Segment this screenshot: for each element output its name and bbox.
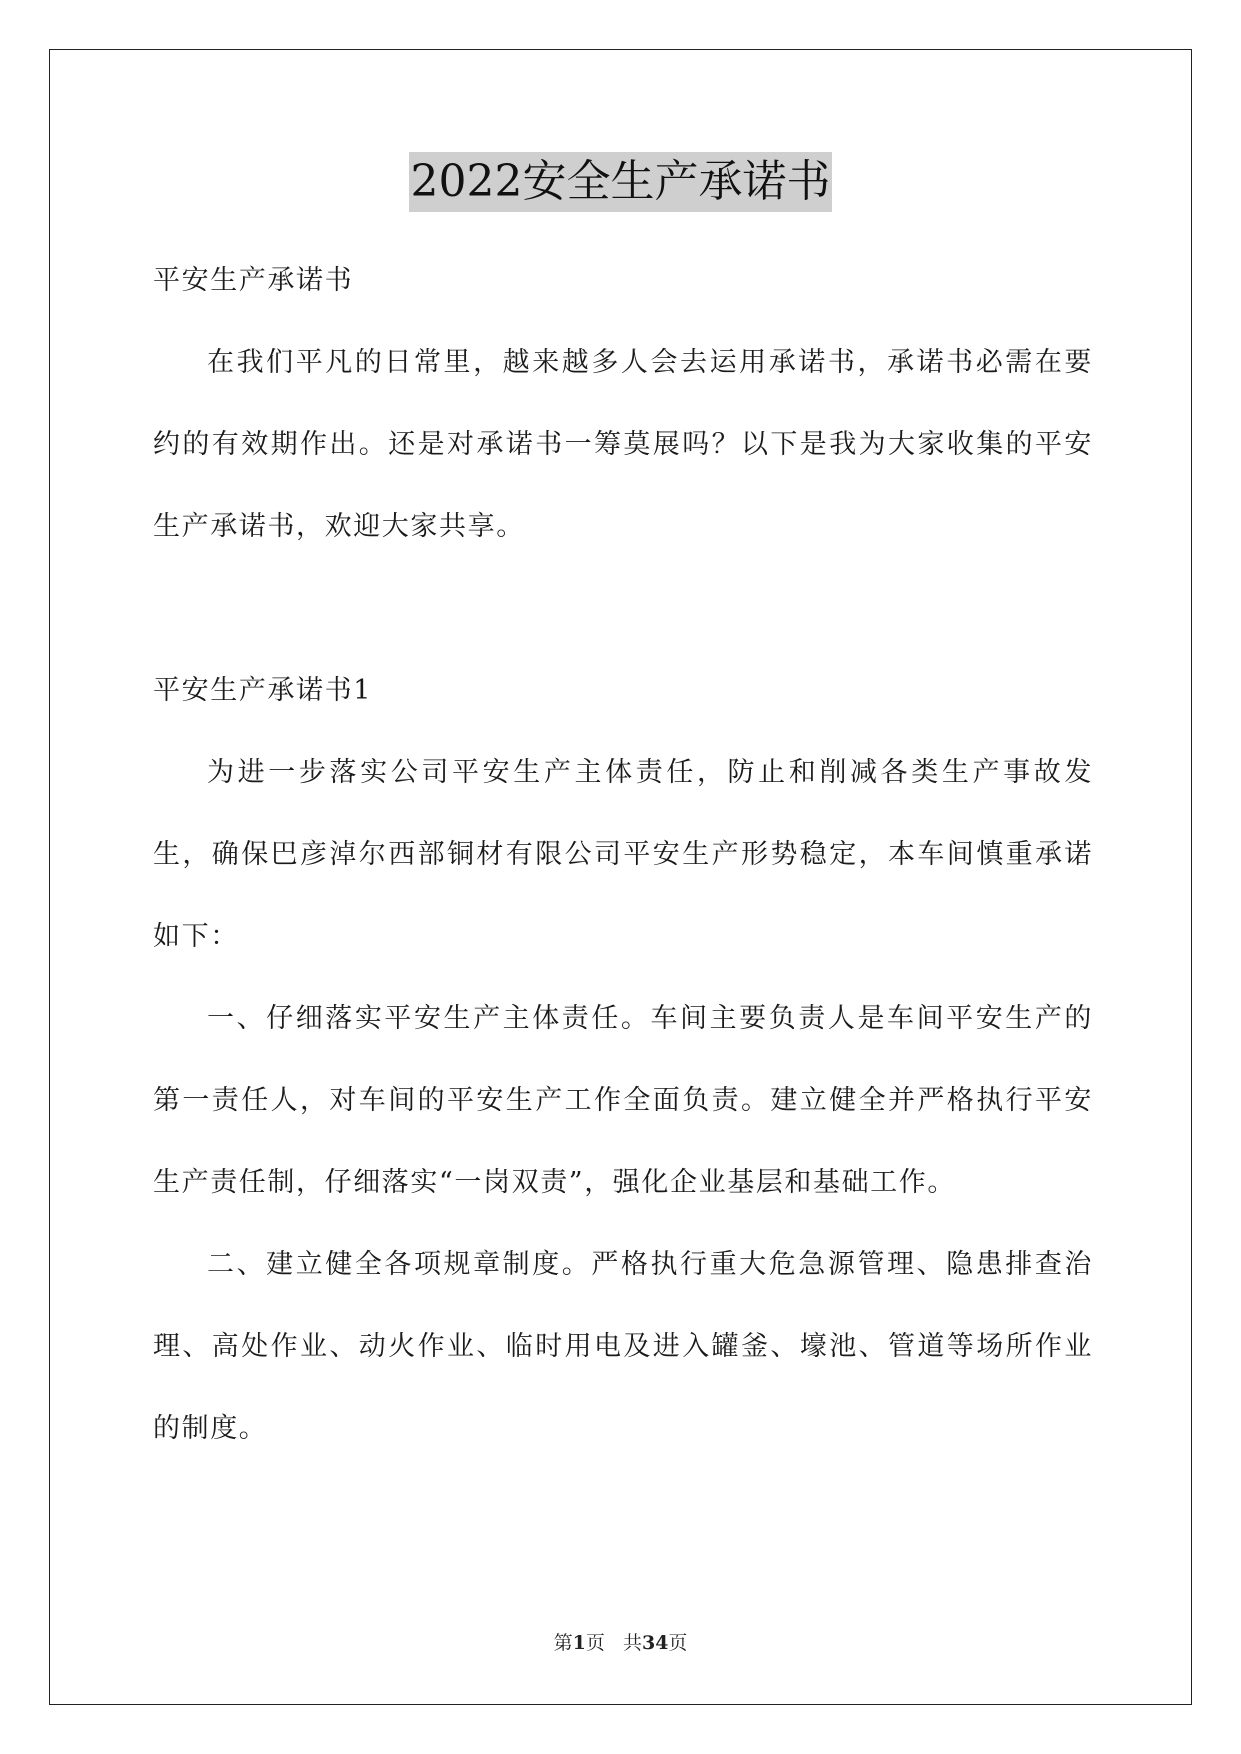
page-number: 1	[572, 1632, 586, 1654]
total-pages: 34	[641, 1632, 669, 1654]
section-heading-1: 平安生产承诺书1	[153, 675, 372, 706]
page-footer	[0, 1630, 1241, 1656]
intro-paragraph: 在我们平凡的日常里，越来越多人会去运用承诺书，承诺书必需在要约的有效期作出。还是对承诺书一筹莫展吗？以下是我为大家收集的平安生产承诺书，欢迎大家共享。	[153, 347, 1093, 542]
body-paragraph: 为进一步落实公司平安生产主体责任，防止和削减各类生产事故发生，确保巴彦淖尔西部铜材有限公司平安生产形势稳定，本车间慎重承诺如下：	[153, 757, 1093, 952]
total-suffix: 页	[668, 1632, 688, 1654]
document-title: 2022安全生产承诺书	[409, 152, 833, 212]
document-body	[153, 240, 1093, 1470]
section-heading-intro: 平安生产承诺书	[153, 265, 354, 296]
body-paragraph: 一、仔细落实平安生产主体责任。车间主要负责人是车间平安生产的第一责任人，对车间的平安生产工作全面负责。建立健全并严格执行平安生产责任制，仔细落实“一岗双责”，强化企业基层和基础工作。	[153, 1003, 1093, 1198]
page-prefix: 第	[553, 1632, 573, 1654]
title-container	[0, 152, 1241, 212]
body-paragraph: 二、建立健全各项规章制度。严格执行重大危急源管理、隐患排查治理、高处作业、动火作业、临时用电及进入罐釜、壕池、管道等场所作业的制度。	[153, 1249, 1093, 1444]
page-suffix: 页	[585, 1632, 605, 1654]
total-prefix: 共	[622, 1632, 642, 1654]
